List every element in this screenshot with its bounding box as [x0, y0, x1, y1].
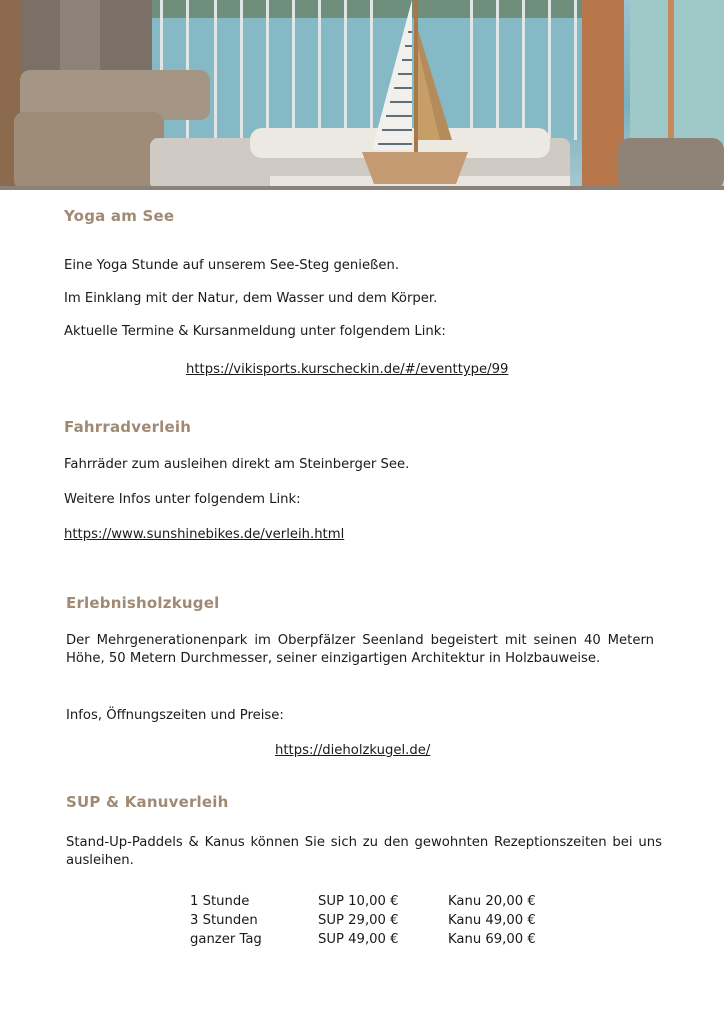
header-photo-illustration [0, 0, 724, 190]
price-table [190, 892, 548, 949]
price-sup: SUP 49,00 € [318, 932, 399, 947]
yoga-text-2: Im Einklang mit der Natur, dem Wasser und dem Körper. [64, 291, 438, 306]
price-duration: ganzer Tag [190, 932, 262, 947]
bike-text-2: Weitere Infos unter folgendem Link: [64, 492, 301, 507]
section-title-sup: SUP & Kanuverleih [66, 793, 229, 811]
header-photo [0, 0, 724, 190]
bike-text-1: Fahrräder zum ausleihen direkt am Steinberger See. [64, 457, 410, 472]
yoga-link[interactable]: https://vikisports.kurscheckin.de/#/eventtype/99 [186, 362, 509, 377]
price-kanu: Kanu 20,00 € [448, 894, 536, 909]
header-divider [0, 186, 724, 190]
section-title-bike: Fahrradverleih [64, 418, 192, 436]
price-kanu: Kanu 69,00 € [448, 932, 536, 947]
sup-text: Stand-Up-Paddels & Kanus können Sie sich zu den gewohnten Rezeptionszeiten bei uns ausleihen. [66, 835, 662, 868]
price-duration: 3 Stunden [190, 913, 258, 928]
price-sup: SUP 29,00 € [318, 913, 399, 928]
bike-link[interactable]: https://www.sunshinebikes.de/verleih.html [64, 527, 345, 542]
yoga-text-1: Eine Yoga Stunde auf unserem See-Steg genießen. [64, 258, 400, 273]
section-title-kugel: Erlebnisholzkugel [66, 594, 220, 612]
price-row [190, 892, 548, 911]
price-kanu: Kanu 49,00 € [448, 913, 536, 928]
kugel-text: Der Mehrgenerationenpark im Oberpfälzer Seenland begeistert mit seinen 40 Metern Höhe, 50 Metern Durchmesser, seiner einzigartigen Architektur in Holzbauweise. [66, 633, 654, 666]
yoga-text-3: Aktuelle Termine & Kursanmeldung unter folgendem Link: [64, 324, 446, 339]
kugel-text-2: Infos, Öffnungszeiten und Preise: [66, 708, 284, 723]
price-row [190, 930, 548, 949]
price-duration: 1 Stunde [190, 894, 250, 909]
section-title-yoga: Yoga am See [64, 207, 175, 225]
kugel-link[interactable]: https://dieholzkugel.de/ [275, 743, 431, 758]
price-row [190, 911, 548, 930]
price-sup: SUP 10,00 € [318, 894, 399, 909]
